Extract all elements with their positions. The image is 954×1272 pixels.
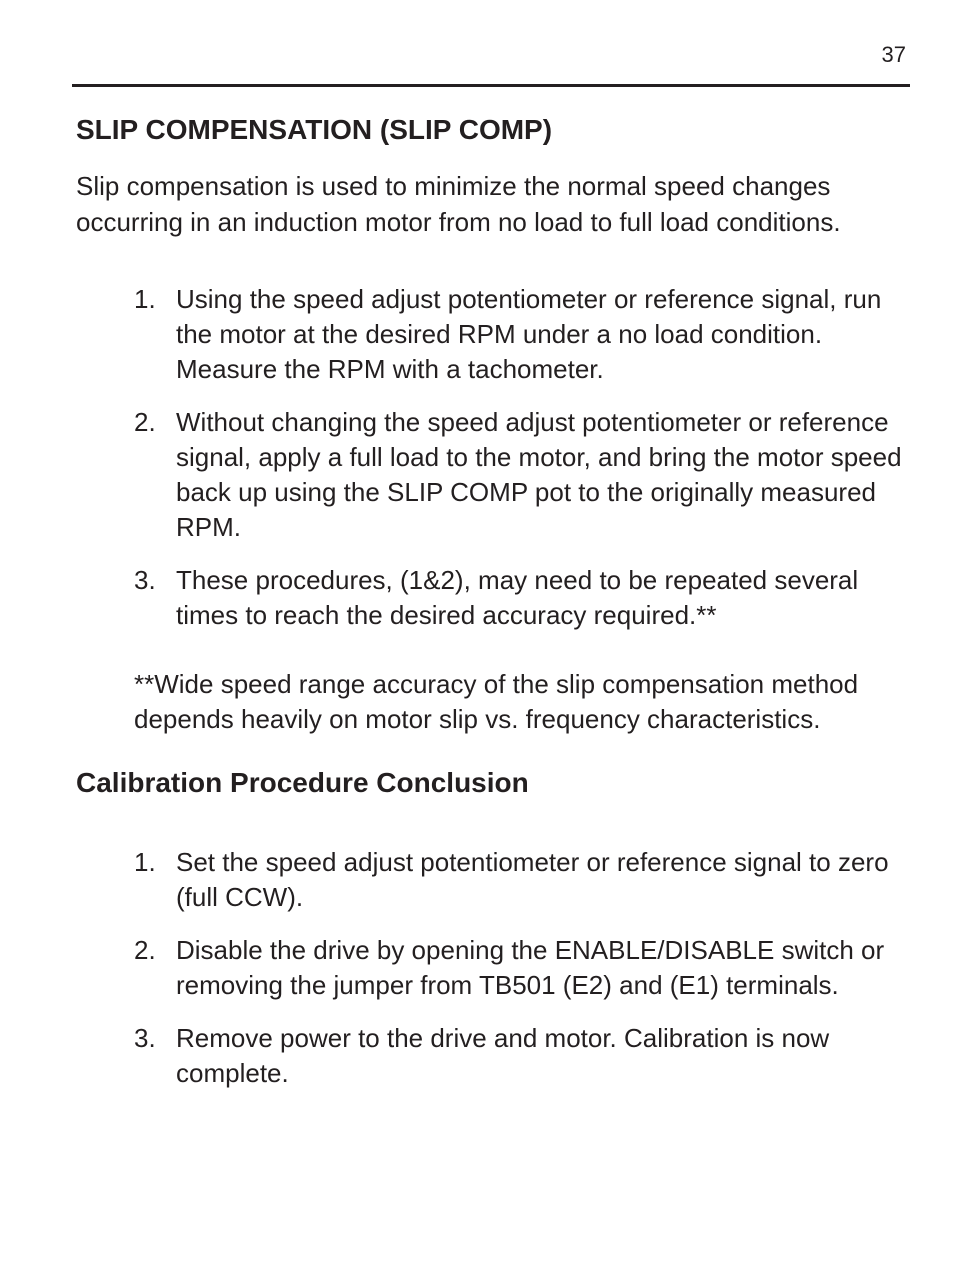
- list-item: [134, 933, 912, 1003]
- step-text: These procedures, (1&2), may need to be repeated several times to reach the desired accuracy required.**: [176, 565, 859, 630]
- page-number: 37: [881, 42, 906, 67]
- step-number: 3.: [134, 1023, 156, 1053]
- step-text: Remove power to the drive and motor. Calibration is now complete.: [176, 1023, 830, 1088]
- slip-comp-steps: [76, 282, 912, 633]
- step-text: Using the speed adjust potentiometer or reference signal, run the motor at the desired RPM under a no load condition. Measure the RPM with a tachometer.: [176, 284, 882, 384]
- list-item: [134, 1021, 912, 1091]
- step-text: Disable the drive by opening the ENABLE/DISABLE switch or removing the jumper from TB501 (E2) and (E1) terminals.: [176, 935, 885, 1000]
- section-title-calibration-conclusion: Calibration Procedure Conclusion: [76, 767, 529, 798]
- step-text: Set the speed adjust potentiometer or reference signal to zero (full CCW).: [176, 847, 889, 912]
- step-number: 2.: [134, 935, 156, 965]
- page-content: [76, 112, 912, 1109]
- list-item: [134, 845, 912, 915]
- step-number: 1.: [134, 847, 156, 877]
- list-item: [134, 282, 912, 387]
- list-item: [134, 405, 912, 545]
- section-title-slip-compensation: SLIP COMPENSATION (SLIP COMP): [76, 114, 553, 145]
- calibration-steps: [76, 845, 912, 1091]
- step-number: 1.: [134, 284, 156, 314]
- intro-paragraph: Slip compensation is used to minimize the normal speed changes occurring in an induction motor from no load to full load conditions.: [76, 171, 841, 237]
- list-item: [134, 563, 912, 633]
- header-rule: [72, 84, 910, 87]
- step-text: Without changing the speed adjust potentiometer or reference signal, apply a full load to the motor, and bring the motor speed back up using the SLIP COMP pot to the originally measured RPM.: [176, 407, 902, 542]
- step-number: 2.: [134, 407, 156, 437]
- footnote: **Wide speed range accuracy of the slip compensation method depends heavily on motor slip vs. frequency characteristics.: [134, 669, 859, 734]
- step-number: 3.: [134, 565, 156, 595]
